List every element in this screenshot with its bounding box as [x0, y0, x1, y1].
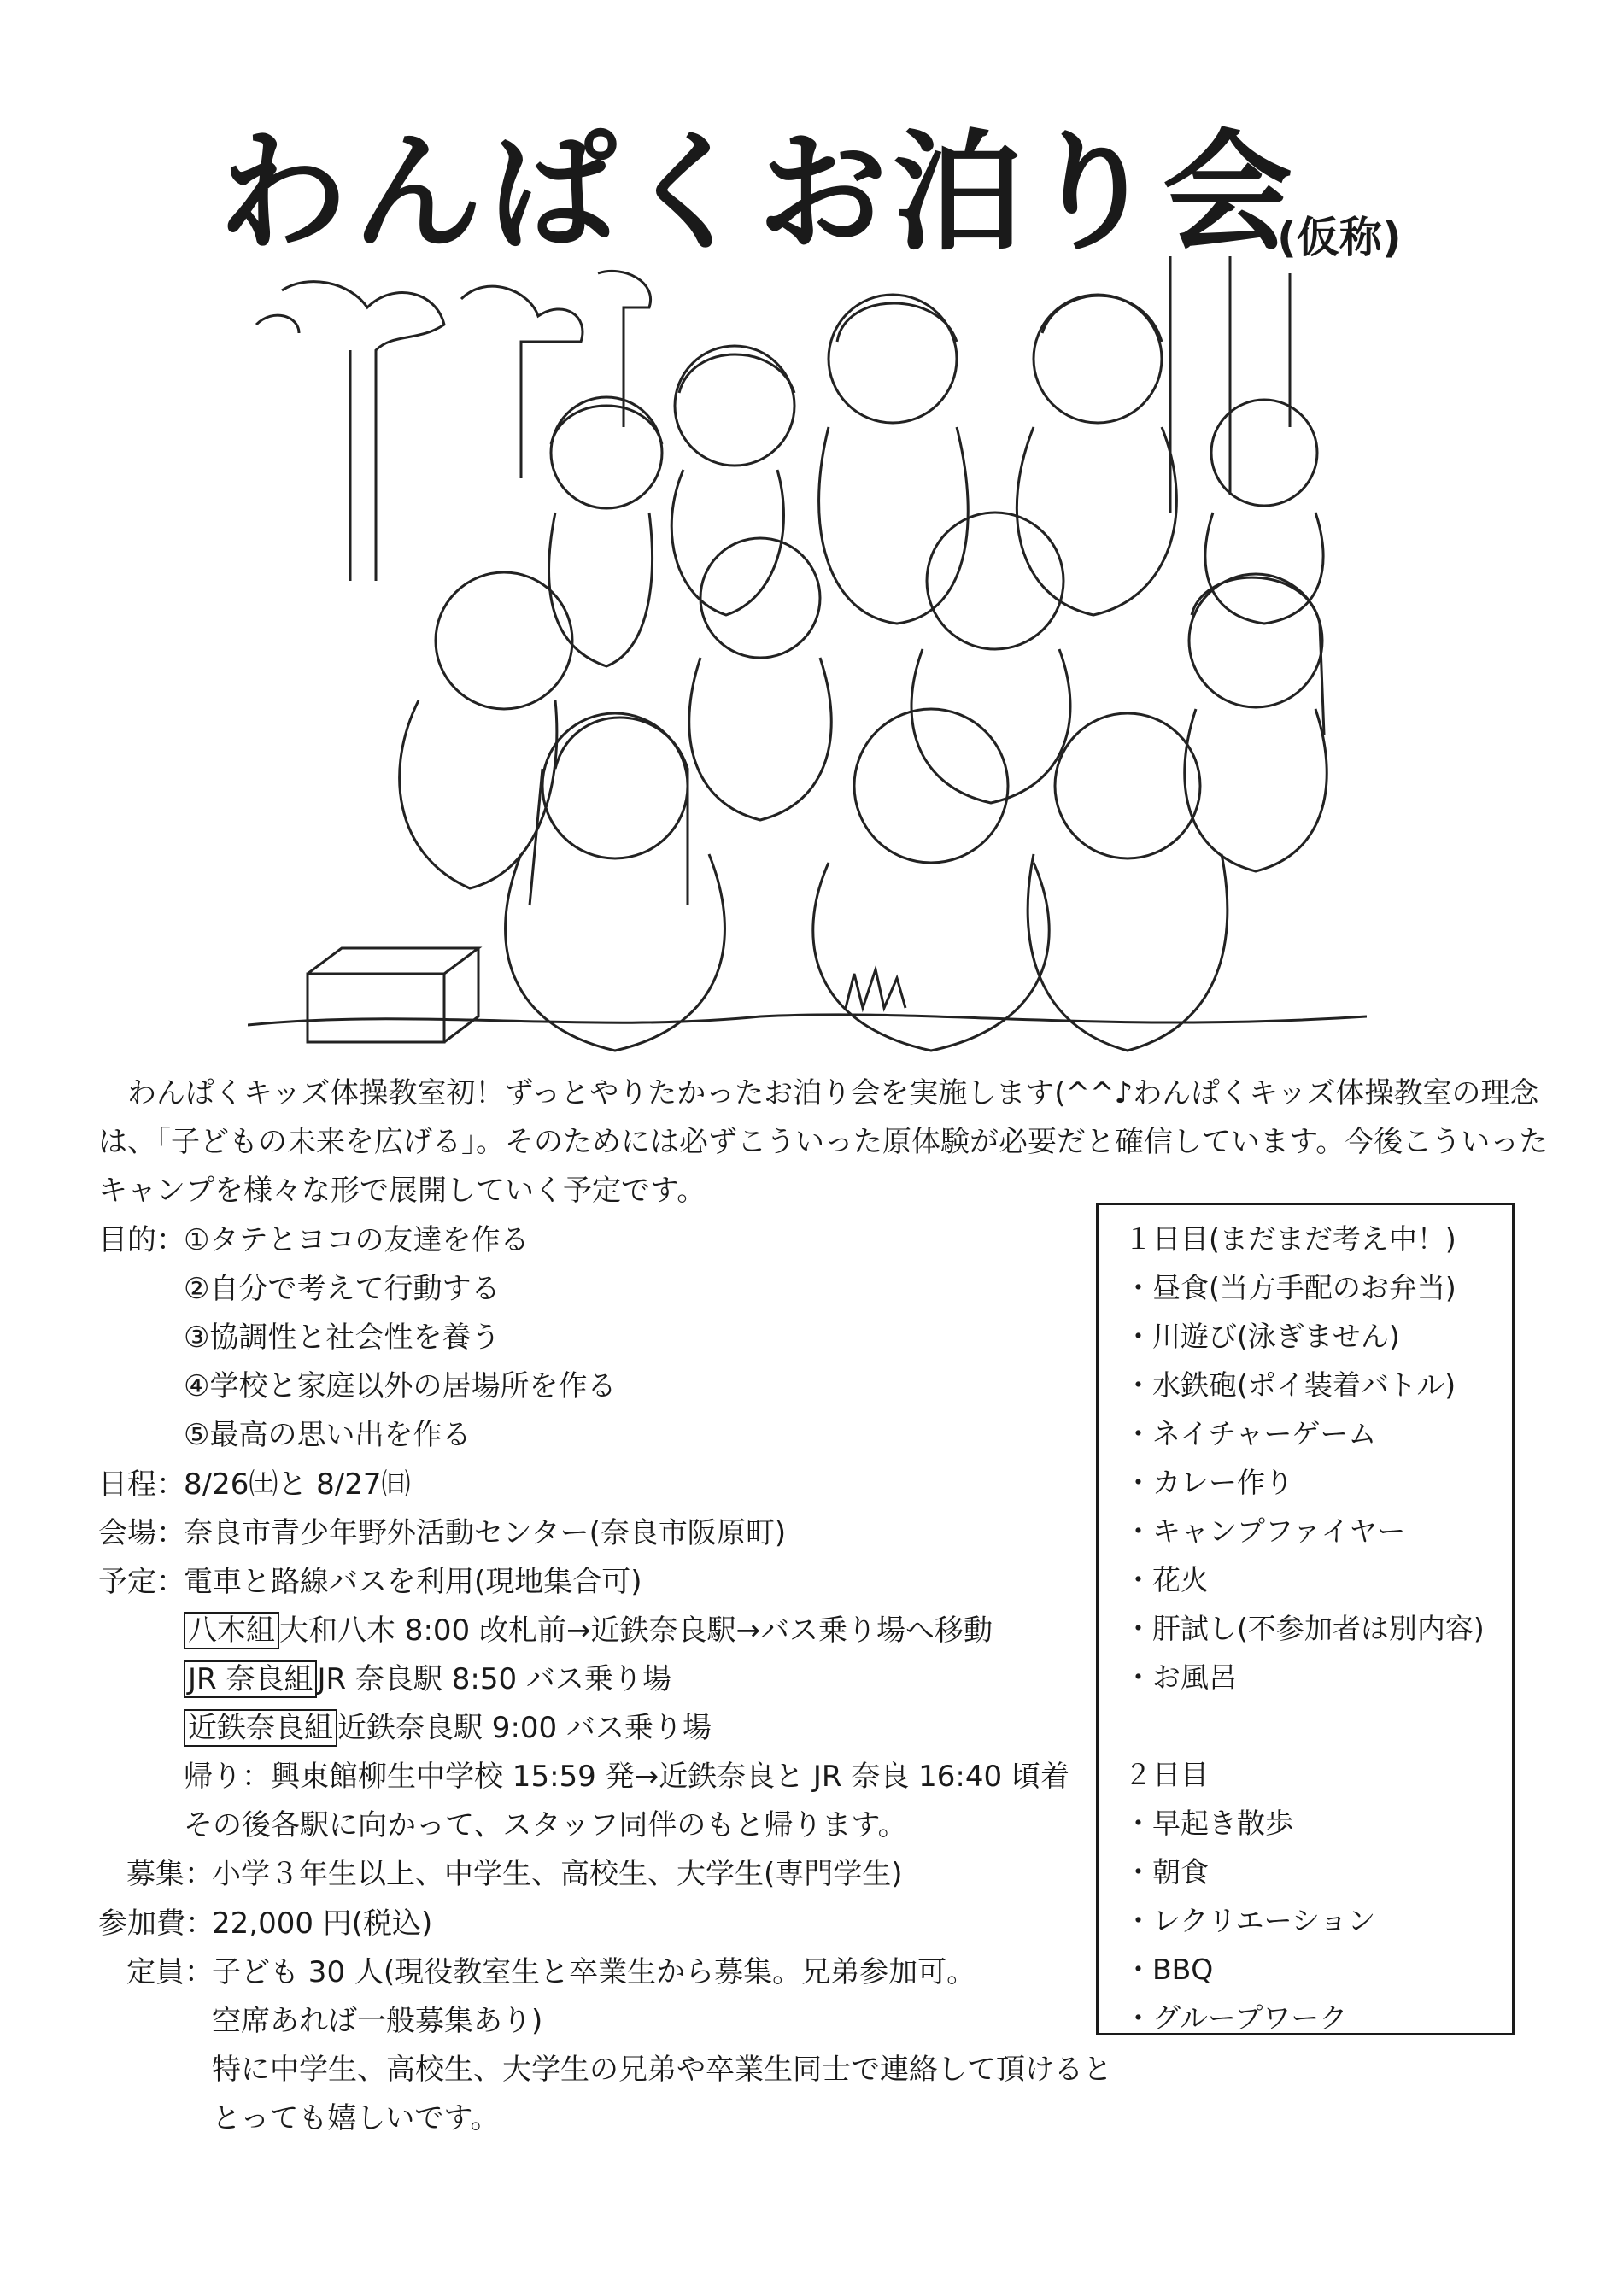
purpose-item: ⑤最高の思い出を作る: [184, 1418, 472, 1452]
day1-item: ・肝試し(不参加者は別内容): [1124, 1612, 1485, 1645]
purpose-item: ②自分で考えて行動する: [184, 1272, 501, 1306]
day1-item: ・昼食(当方手配のお弁当): [1124, 1271, 1456, 1304]
group-row-kintetsu-nara: [184, 1709, 712, 1747]
group-row-yagi: [184, 1612, 993, 1649]
purpose-item: ①タテとヨコの友達を作る: [184, 1223, 530, 1257]
day1-item: ・花火: [1124, 1563, 1209, 1596]
group-name-box: JR 奈良組: [184, 1660, 317, 1698]
intro-line-3: キャンプを様々な形で展開していく予定です。: [98, 1174, 706, 1208]
day2-item: ・グループワーク: [1124, 2001, 1348, 2035]
children-camp-illustration: [248, 256, 1367, 1059]
capacity-line: 子ども 30 人(現役教室生と卒業生から募集。兄弟参加可。: [212, 1955, 976, 1989]
itinerary-box: [1096, 1203, 1515, 2035]
flyer-title: わんぱくお泊り会: [218, 117, 1298, 268]
venue-value: 奈良市青少年野外活動センター(奈良市阪原町): [184, 1516, 787, 1550]
recruit-label: 募集：: [126, 1857, 214, 1891]
venue-label: 会場：: [98, 1516, 185, 1550]
group-row-jr-nara: [184, 1660, 671, 1698]
fee-label: 参加費：: [98, 1906, 214, 1941]
day1-item: ・ネイチャーゲーム: [1124, 1417, 1377, 1450]
schedule-label: 日程：: [98, 1467, 185, 1502]
day2-item: ・朝食: [1124, 1855, 1209, 1889]
group-name-box: 八木組: [184, 1612, 279, 1649]
day1-heading: １日目(まだまだ考え中！): [1124, 1222, 1456, 1256]
group-name-box: 近鉄奈良組: [184, 1709, 337, 1747]
title-note: (仮称): [1277, 213, 1402, 262]
intro-line-2: は、「子どもの未来を広げる」。そのためには必ずこういった原体験が必要だと確信しています。今後こういった: [98, 1125, 1549, 1159]
purpose-item: ④学校と家庭以外の居場所を作る: [184, 1369, 617, 1403]
capacity-line: とっても嬉しいです。: [212, 2101, 500, 2135]
day1-item: ・カレー作り: [1124, 1466, 1293, 1499]
capacity-label: 定員：: [126, 1955, 214, 1989]
group-detail: 大和八木 8:00 改札前→近鉄奈良駅→バス乗り場へ移動: [279, 1614, 993, 1648]
capacity-line: 特に中学生、高校生、大学生の兄弟や卒業生同士で連絡して頂けると: [212, 2053, 1112, 2087]
return-note: その後各駅に向かって、スタッフ同伴のもと帰ります。: [184, 1808, 907, 1842]
return-info: 帰り：興東館柳生中学校 15:59 発→近鉄奈良と JR 奈良 16:40 頃着: [184, 1760, 1069, 1794]
day1-item: ・水鉄砲(ポイ装着バトル): [1124, 1368, 1456, 1402]
day2-heading: ２日目: [1124, 1758, 1209, 1791]
day1-item: ・お風呂: [1124, 1660, 1237, 1694]
capacity-line: 空席あれば一般募集あり): [212, 2004, 543, 2038]
fee-value: 22,000 円(税込): [212, 1906, 433, 1941]
day2-item: ・BBQ: [1124, 1953, 1214, 1986]
day2-item: ・レクリエーション: [1124, 1904, 1376, 1937]
recruit-value: 小学３年生以上、中学生、高校生、大学生(専門学生): [212, 1857, 903, 1891]
group-detail: JR 奈良駅 8:50 バス乗り場: [317, 1662, 671, 1696]
purpose-item: ③協調性と社会性を養う: [184, 1321, 501, 1355]
day1-item: ・キャンプファイヤー: [1124, 1514, 1406, 1548]
group-detail: 近鉄奈良駅 9:00 バス乗り場: [337, 1711, 712, 1745]
plan-label: 予定：: [98, 1565, 185, 1599]
purpose-label: 目的：: [98, 1223, 185, 1257]
intro-line-1: わんぱくキッズ体操教室初！ずっとやりたかったお泊り会を実施します(^^♪わんぱくキッズ体操教室の理念: [98, 1076, 1539, 1110]
day1-item: ・川遊び(泳ぎません): [1124, 1320, 1400, 1353]
schedule-value: 8/26㈯と 8/27㈰: [184, 1467, 411, 1502]
day2-item: ・早起き散歩: [1124, 1807, 1293, 1840]
plan-value: 電車と路線バスを利用(現地集合可): [184, 1565, 642, 1599]
